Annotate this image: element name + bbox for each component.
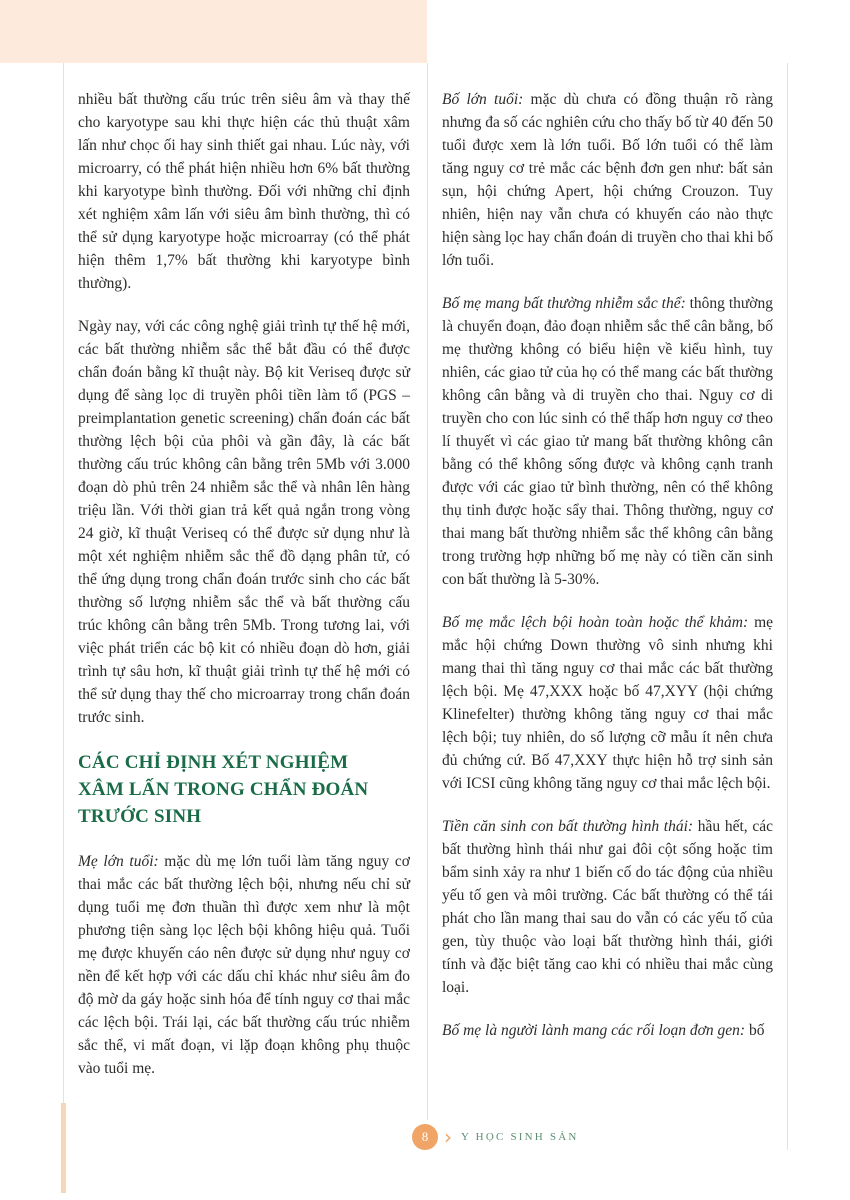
- right-margin-rule: [787, 63, 788, 1150]
- left-column: [78, 88, 410, 1100]
- section-heading-line: XÂM LẤN TRONG CHẨN ĐOÁN: [78, 779, 369, 800]
- section-heading: [78, 749, 410, 830]
- paragraph-lead: Tiền căn sinh con bất thường hình thái:: [442, 818, 694, 835]
- paragraph-text: mặc dù chưa có đồng thuận rõ ràng nhưng đa số các nghiên cứu cho thấy bố từ 40 đến 50 tuổi được xem là lớn tuổi. Bố lớn tuổi có thể làm tăng nguy cơ trẻ mắc các bệnh đơn gen như: bất sản sụn, hội chứng Apert, hội chứng Crouzon. Tuy nhiên, hiện nay vẫn chưa có khuyến cáo nào thực hiện sàng lọc hay chẩn đoán di truyền cho thai khi bố lớn tuổi.: [442, 91, 774, 269]
- paragraph-text: mẹ mắc hội chứng Down thường vô sinh nhưng khi mang thai thì tăng nguy cơ thai mắc các bất thường lệch bội. Mẹ 47,XXX hoặc bố 47,XYY (hội chứng Klinefelter) thường không tăng nguy cơ thai mắc lệch bội; tuy nhiên, do số lượng cỡ mẫu ít nên chưa đủ chứng cứ. Bố 47,XXY thực hiện hỗ trợ sinh sản với ICSI cũng không tăng nguy cơ thai mắc lệch bội.: [442, 614, 774, 792]
- page-number-badge: [412, 1124, 438, 1150]
- section-heading-line: CÁC CHỈ ĐỊNH XÉT NGHIỆM: [78, 752, 349, 773]
- paragraph-text: hầu hết, các bất thường hình thái như gai đôi cột sống hoặc tim bẩm sinh xảy ra như 1 biến cố do tác động của nhiều yếu tố gen và môi trường. Các bất thường có thể tái phát cho lần mang thai sau do vẫn có các yếu tố của gen, tùy thuộc vào loại bất thường hình thái, giới tính và đặc biệt tăng cao khi có nhiều thai mắc cùng loại.: [442, 818, 773, 996]
- page-number: 8: [421, 1129, 429, 1144]
- column-divider-rule: [427, 63, 428, 1120]
- paragraph: [442, 88, 773, 272]
- header-accent-block: [0, 0, 427, 63]
- paragraph: [442, 815, 773, 999]
- journal-name: Y HỌC SINH SẢN: [461, 1131, 579, 1143]
- paragraph-text: nhiều bất thường cấu trúc trên siêu âm và thay thế cho karyotype sau khi thực hiện các thủ thuật xâm lấn như chọc ối hay sinh thiết gai nhau. Lúc này, với microarry, có thể phát hiện nhiều hơn 6% bất thường khi karyotype bình thường. Đối với những chỉ định xét nghiệm xâm lấn với siêu âm bình thường, thì có thể sử dụng karyotype hoặc microarray (có thể phát hiện thêm 1,7% bất thường khi karyotype bình thường).: [78, 91, 410, 292]
- paragraph: [78, 315, 410, 729]
- paragraph: [442, 292, 773, 591]
- paragraph-lead: Bố mẹ mắc lệch bội hoàn toàn hoặc thể khảm:: [442, 614, 749, 631]
- right-column: [442, 88, 773, 1062]
- paragraph-lead: Mẹ lớn tuổi:: [78, 853, 159, 870]
- paragraph: [442, 611, 773, 795]
- paragraph-text: Ngày nay, với các công nghệ giải trình tự thế hệ mới, các bất thường nhiễm sắc thể bắt đầu có thể được chẩn đoán bằng kĩ thuật này. Bộ kit Veriseq được sử dụng để sàng lọc di truyền phôi tiền làm tổ (PGS – preimplantation genetic screening) chẩn đoán các bất thường lệch bội của phôi và gần đây, là các bất thường cấu trúc không cân bằng trên 5Mb với 3.000 đoạn dò phủ trên 24 nhiễm sắc thể và nhân lên hàng triệu lần. Với thời gian trả kết quả ngắn trong vòng 24 giờ, kĩ thuật Veriseq có thể được sử dụng như là một xét nghiệm nhiễm sắc thể đồ dạng phân tử, có thể ứng dụng trong chẩn đoán trước sinh cho các bất thường số lượng nhiễm sắc thể và bất thường cấu trúc không cân bằng trên 5Mb. Trong tương lai, với việc phát triển các bộ kit có nhiều đoạn dò hơn, giải trình tự sâu hơn, kĩ thuật giải trình tự thế hệ mới có thể sử dụng thay thế cho microarray trong chẩn đoán trước sinh.: [78, 318, 410, 726]
- paragraph: [442, 1019, 773, 1042]
- chevron-right-icon: ›: [444, 1125, 452, 1149]
- paragraph-text: mặc dù mẹ lớn tuổi làm tăng nguy cơ thai mắc các bất thường lệch bội, nhưng nếu chỉ sử dụng tuổi mẹ đơn thuần thì được xem như là một phương tiện sàng lọc lệch bội không hiệu quả. Tuổi mẹ được khuyến cáo nên được sử dụng như nguy cơ nền để kết hợp với các dấu chỉ khác như siêu âm đo độ mờ da gáy hoặc sinh hóa để tính nguy cơ thai mắc các lệch bội. Trái lại, các bất thường cấu trúc nhiễm sắc thể, vi mất đoạn, vi lặp đoạn không phụ thuộc vào tuổi mẹ.: [78, 853, 410, 1077]
- paragraph: [78, 850, 410, 1080]
- paragraph-text: thông thường là chuyển đoạn, đảo đoạn nhiễm sắc thể cân bằng, bố mẹ thường không có biểu hiện về kiểu hình, tuy nhiên, các giao tử của họ có thể mang các bất thường không cân bằng và di truyền cho thai. Nguy cơ di truyền cho con lúc sinh có thể thấp hơn nguy cơ theo lí thuyết vì các giao tử mang bất thường không cân bằng có thể không sống được và không cạnh tranh được với các giao tử bình thường, nên có thể không thụ tinh được hoặc sẩy thai. Thông thường, nguy cơ thai mang bất thường nhiễm sắc thể không cân bằng trong trường hợp những bố mẹ này có tiền căn sinh con bất thường là 5-30%.: [442, 295, 773, 588]
- left-bottom-accent-bar: [61, 1103, 66, 1193]
- paragraph-lead: Bố lớn tuổi:: [442, 91, 524, 108]
- left-margin-rule: [63, 63, 64, 1103]
- page-footer: [412, 1124, 578, 1150]
- paragraph-lead: Bố mẹ mang bất thường nhiễm sắc thể:: [442, 295, 686, 312]
- paragraph-text: bố: [745, 1022, 765, 1039]
- paragraph-continuation: [78, 88, 410, 295]
- section-heading-line: TRƯỚC SINH: [78, 806, 202, 827]
- paragraph-lead: Bố mẹ là người lành mang các rối loạn đơn gen:: [442, 1022, 746, 1039]
